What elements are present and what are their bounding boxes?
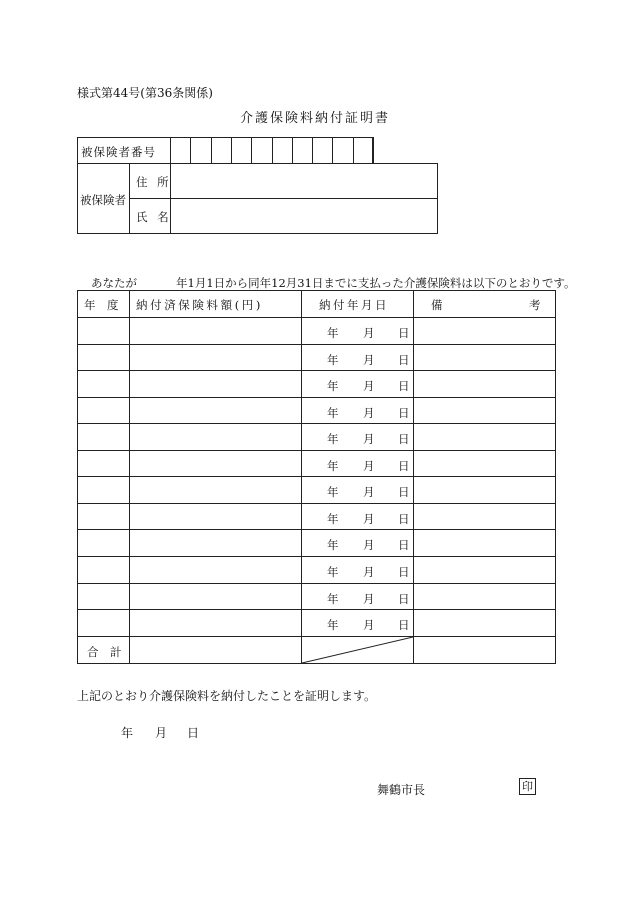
date-unit-month: 月: [363, 618, 375, 633]
total-label: 合 計: [87, 645, 122, 659]
date-unit-year: 年: [327, 405, 339, 420]
header-remarks-right: 考: [529, 298, 541, 312]
date-unit-month: 月: [363, 564, 375, 579]
date-unit-day: 日: [398, 326, 410, 340]
insured-number-digit-cell[interactable]: [333, 138, 352, 163]
date-unit-day: 日: [398, 379, 410, 394]
date-unit-month: 月: [363, 432, 375, 447]
date-unit-year: 年: [327, 538, 339, 553]
row-divider: [77, 503, 556, 504]
date-unit-day: 日: [398, 352, 410, 367]
intro-prefix: あなたが: [91, 276, 137, 290]
row-divider: [77, 583, 556, 584]
header-remarks-left: 備: [431, 298, 443, 312]
row-divider: [77, 423, 556, 424]
insured-number-digit-cell[interactable]: [212, 138, 231, 163]
row-divider: [77, 609, 556, 610]
row-divider: [77, 556, 556, 557]
row-divider: [77, 370, 556, 371]
date-unit-month: 月: [363, 379, 375, 394]
date-unit-year: 年: [327, 352, 339, 367]
header-payment-date: 納付年月日: [319, 298, 389, 312]
date-unit-month: 月: [363, 485, 375, 500]
date-unit-month: 月: [363, 405, 375, 420]
issue-date-day: 日: [187, 726, 200, 740]
date-unit-day: 日: [398, 458, 410, 473]
divider: [129, 198, 438, 199]
form-number: 様式第44号(第36条関係): [77, 86, 213, 100]
date-unit-year: 年: [327, 432, 339, 447]
date-unit-day: 日: [398, 538, 410, 553]
insured-number-digit-cell[interactable]: [293, 138, 312, 163]
certification-statement: 上記のとおり介護保険料を納付したことを証明します。: [77, 689, 377, 703]
row-divider: [77, 317, 556, 318]
date-unit-year: 年: [327, 458, 339, 473]
date-unit-month: 月: [363, 326, 375, 340]
total-date-slash: [301, 636, 414, 664]
row-divider: [77, 397, 556, 398]
date-unit-day: 日: [398, 511, 410, 526]
document-title: 介護保険料納付証明書: [239, 111, 390, 126]
issuer-name: 舞鶴市長: [377, 783, 426, 797]
date-unit-day: 日: [398, 405, 410, 420]
row-divider: [77, 344, 556, 345]
date-unit-month: 月: [363, 352, 375, 367]
date-unit-day: 日: [398, 485, 410, 500]
date-unit-day: 日: [398, 564, 410, 579]
date-unit-day: 日: [398, 618, 410, 633]
date-unit-month: 月: [363, 458, 375, 473]
insured-number-digit-cell[interactable]: [273, 138, 292, 163]
row-divider: [77, 450, 556, 451]
insured-number-digit-cell[interactable]: [252, 138, 271, 163]
insured-number-label: 被保険者番号: [81, 145, 156, 159]
seal-mark: 印: [519, 778, 536, 795]
date-unit-year: 年: [327, 564, 339, 579]
date-unit-month: 月: [363, 538, 375, 553]
date-unit-day: 日: [398, 432, 410, 447]
header-amount: 納付済保険料額(円): [136, 298, 263, 312]
address-label: 住 所: [136, 175, 172, 189]
row-divider: [77, 476, 556, 477]
insured-number-digit-cell[interactable]: [232, 138, 251, 163]
date-unit-year: 年: [327, 618, 339, 633]
date-unit-year: 年: [327, 591, 339, 606]
insured-number-digit-cell[interactable]: [191, 138, 210, 163]
issue-date-month: 月: [155, 726, 168, 740]
date-unit-year: 年: [327, 485, 339, 500]
date-unit-day: 日: [398, 591, 410, 606]
date-unit-month: 月: [363, 511, 375, 526]
row-divider: [77, 529, 556, 530]
insured-number-digit-cell[interactable]: [171, 138, 190, 163]
date-unit-year: 年: [327, 326, 339, 340]
insured-number-digit-cell[interactable]: [354, 138, 373, 163]
insured-number-digit-cell[interactable]: [313, 138, 332, 163]
issue-date-year: 年: [121, 726, 134, 740]
name-label: 氏 名: [136, 210, 172, 224]
intro-text: 年1月1日から同年12月31日までに支払った介護保険料は以下のとおりです。: [176, 276, 576, 290]
date-unit-year: 年: [327, 511, 339, 526]
digit-divider: [373, 137, 374, 164]
insured-label: 被保険者: [80, 193, 126, 207]
date-unit-month: 月: [363, 591, 375, 606]
header-year: 年 度: [84, 298, 119, 312]
date-unit-year: 年: [327, 379, 339, 394]
